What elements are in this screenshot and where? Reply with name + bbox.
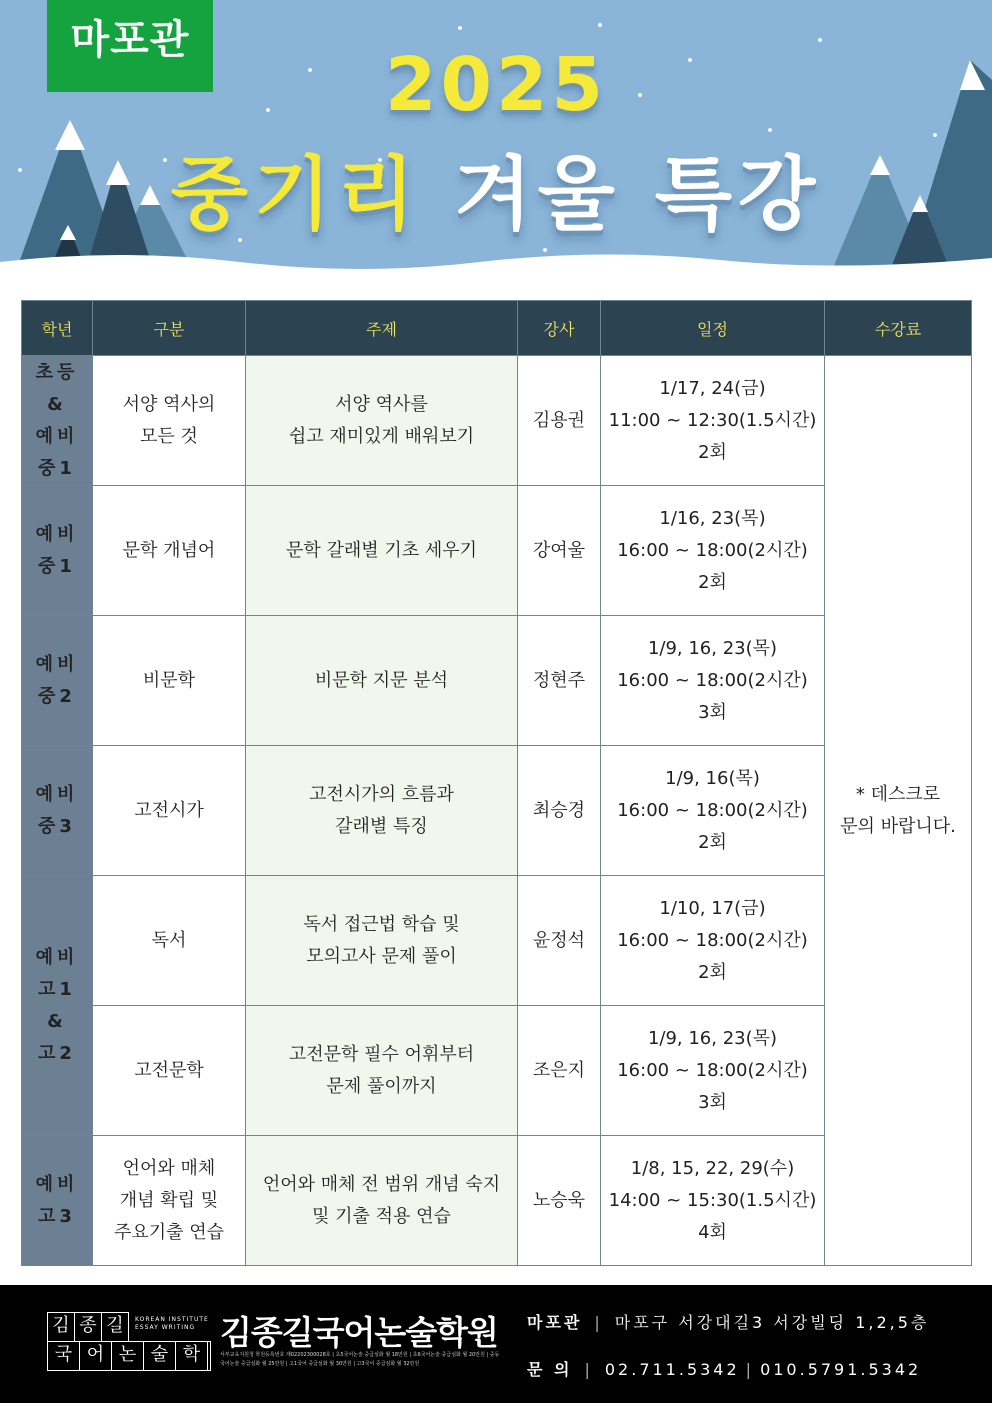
topic-cell: 고전시가의 흐름과 갈래별 특징 xyxy=(246,746,518,876)
teacher-cell: 정현주 xyxy=(518,616,601,746)
logo-char: 술 xyxy=(143,1341,176,1371)
divider: | xyxy=(594,1313,603,1332)
address-text: 마포구 서강대길3 서강빌딩 1,2,5층 xyxy=(614,1313,930,1332)
schedule-cell: 1/8, 15, 22, 29(수) 14:00 ~ 15:30(1.5시간) 4회 xyxy=(601,1136,825,1266)
registration-notice: 서부교육지원청 학원등록번호 제02202300028호 | 초5국어논술 중급심화 월 18만원 | 초6국어논술 중급심화 월 20만원 | 중등국어논술 중급심화 월 25만원 | 고1국어 중급심화 월 30만원 | 고3국어 중급심화 월 32만원 xyxy=(220,1352,500,1367)
schedule-cell: 1/9, 16, 23(목) 16:00 ~ 18:00(2시간) 3회 xyxy=(601,616,825,746)
logo-border xyxy=(207,1341,211,1371)
column-header-grade: 학년 xyxy=(22,301,93,356)
branch-badge: 마포관 xyxy=(47,0,213,92)
academy-name: 김종길국어논술학원 xyxy=(220,1313,498,1352)
logo-char: 학 xyxy=(175,1341,208,1371)
divider: | xyxy=(745,1360,755,1379)
topic-cell: 독서 접근법 학습 및 모의고사 문제 풀이 xyxy=(246,876,518,1006)
teacher-cell: 조은지 xyxy=(518,1006,601,1136)
schedule-cell: 1/9, 16(목) 16:00 ~ 18:00(2시간) 2회 xyxy=(601,746,825,876)
year-heading: 2025 xyxy=(385,42,607,128)
logo-subtitle: KOREAN INSTITUTE ESSAY WRITING xyxy=(135,1316,209,1331)
table-row xyxy=(22,356,972,486)
schedule-cell: 1/17, 24(금) 11:00 ~ 12:30(1.5시간) 2회 xyxy=(601,356,825,486)
teacher-cell: 최승경 xyxy=(518,746,601,876)
contact-label: 문 의 xyxy=(527,1360,573,1379)
topic-cell: 문학 갈래별 기초 세우기 xyxy=(246,486,518,616)
schedule-cell: 1/16, 23(목) 16:00 ~ 18:00(2시간) 2회 xyxy=(601,486,825,616)
branch-label: 마포관 xyxy=(527,1313,583,1332)
grade-cell: 예비 중2 xyxy=(22,616,93,746)
academy-logo xyxy=(47,1312,211,1376)
category-cell: 비문학 xyxy=(93,616,246,746)
address-row xyxy=(527,1310,929,1333)
category-cell: 언어와 매체 개념 확립 및 주요기출 연습 xyxy=(93,1136,246,1266)
grade-cell: 예비 고1 & 고2 xyxy=(22,876,93,1136)
topic-cell: 비문학 지문 분석 xyxy=(246,616,518,746)
title-part2: 겨울 특강 xyxy=(454,148,822,241)
teacher-cell: 윤정석 xyxy=(518,876,601,1006)
phone-2[interactable]: 010.5791.5342 xyxy=(760,1360,922,1379)
column-header-topic: 주제 xyxy=(246,301,518,356)
column-header-fee: 수강료 xyxy=(825,301,972,356)
logo-char: 길 xyxy=(101,1312,129,1342)
category-cell: 독서 xyxy=(93,876,246,1006)
footer xyxy=(0,1285,992,1403)
category-cell: 문학 개념어 xyxy=(93,486,246,616)
category-cell: 서양 역사의 모든 것 xyxy=(93,356,246,486)
contact-row xyxy=(527,1357,921,1380)
phone-1[interactable]: 02.711.5342 xyxy=(604,1360,740,1379)
schedule-cell: 1/10, 17(금) 16:00 ~ 18:00(2시간) 2회 xyxy=(601,876,825,1006)
logo-char: 김 xyxy=(47,1312,75,1342)
schedule-cell: 1/9, 16, 23(목) 16:00 ~ 18:00(2시간) 3회 xyxy=(601,1006,825,1136)
title-part1: 중기리 xyxy=(170,148,421,241)
category-cell: 고전시가 xyxy=(93,746,246,876)
logo-char: 논 xyxy=(111,1341,144,1371)
logo-char: 국 xyxy=(47,1341,80,1371)
topic-cell: 고전문학 필수 어휘부터 문제 풀이까지 xyxy=(246,1006,518,1136)
topic-cell: 서양 역사를 쉽고 재미있게 배워보기 xyxy=(246,356,518,486)
grade-cell: 예비 중3 xyxy=(22,746,93,876)
page-title xyxy=(0,130,992,245)
topic-cell: 언어와 매체 전 범위 개념 숙지 및 기출 적용 연습 xyxy=(246,1136,518,1266)
teacher-cell: 강여울 xyxy=(518,486,601,616)
logo-char: 어 xyxy=(79,1341,112,1371)
fee-cell: * 데스크로 문의 바랍니다. xyxy=(825,356,972,1266)
column-header-category: 구분 xyxy=(93,301,246,356)
header-banner xyxy=(0,0,992,300)
divider: | xyxy=(584,1360,593,1379)
teacher-cell: 김용권 xyxy=(518,356,601,486)
teacher-cell: 노승욱 xyxy=(518,1136,601,1266)
grade-cell: 초등 & 예비 중1 xyxy=(22,356,93,486)
course-schedule-table xyxy=(21,300,972,1266)
grade-cell: 예비 고3 xyxy=(22,1136,93,1266)
grade-cell: 예비 중1 xyxy=(22,486,93,616)
column-header-teacher: 강사 xyxy=(518,301,601,356)
table-header-row xyxy=(22,301,972,356)
category-cell: 고전문학 xyxy=(93,1006,246,1136)
logo-char: 종 xyxy=(74,1312,102,1342)
column-header-schedule: 일정 xyxy=(601,301,825,356)
